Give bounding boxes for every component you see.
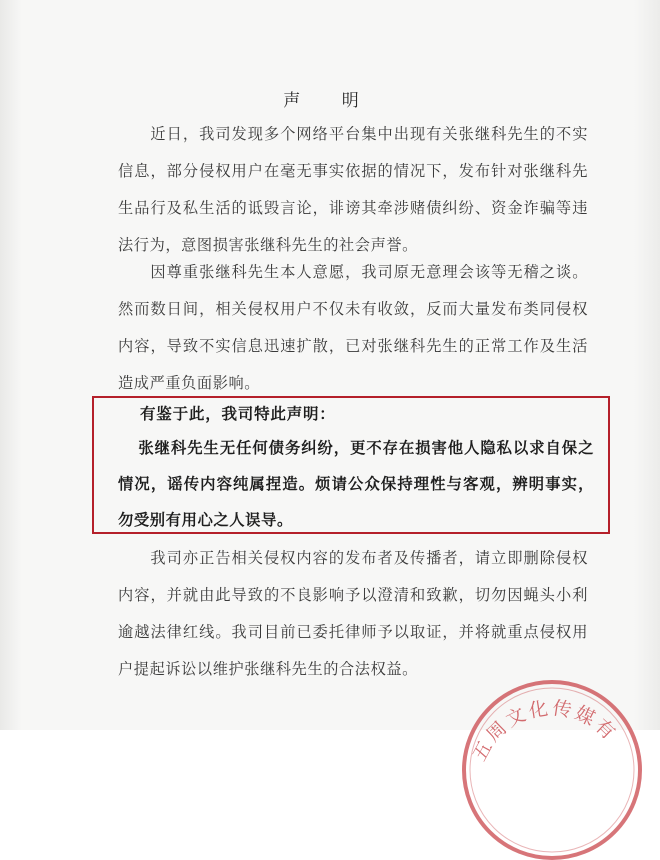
highlight-body xyxy=(118,430,594,538)
paragraph-1 xyxy=(118,116,588,264)
highlight-body-text: 张继科先生无任何债务纠纷，更不存在损害他人隐私以求自保之情况，谣传内容纯属捏造。烦请公众保持理性与客观，辨明事实，勿受别有用心之人误导。 xyxy=(118,439,594,529)
document-title: 声 明 xyxy=(283,91,377,111)
paragraph-2 xyxy=(118,254,588,402)
paragraph-4-text: 我司亦正告相关侵权内容的发布者及传播者，请立即删除侵权内容，并就由此导致的不良影响予以澄清和致歉，切勿因蝇头小利逾越法律红线。我司目前已委托律师予以取证，并将就重点侵权用户提起诉讼以维护张继科先生的合法权益。 xyxy=(118,549,588,678)
paragraph-2-text: 因尊重张继科先生本人意愿，我司原无意理会该等无稽之谈。然而数日间，相关侵权用户不仅未有收敛，反而大量发布类同侵权内容，导致不实信息迅速扩散，已对张继科先生的正常工作及生活造成严重负面影响。 xyxy=(118,263,588,392)
company-seal xyxy=(452,660,652,860)
seal-text: 五周文化传媒有 xyxy=(468,697,622,765)
highlight-heading: 有鉴于此，我司特此声明： xyxy=(140,405,336,423)
paragraph-1-text: 近日，我司发现多个网络平台集中出现有关张继科先生的不实信息，部分侵权用户在毫无事实依据的情况下，发布针对张继科先生品行及私生活的诋毁言论，诽谤其牵涉赌债纠纷、资金诈骗等违法行为，意图损害张继科先生的社会声誉。 xyxy=(118,125,588,254)
